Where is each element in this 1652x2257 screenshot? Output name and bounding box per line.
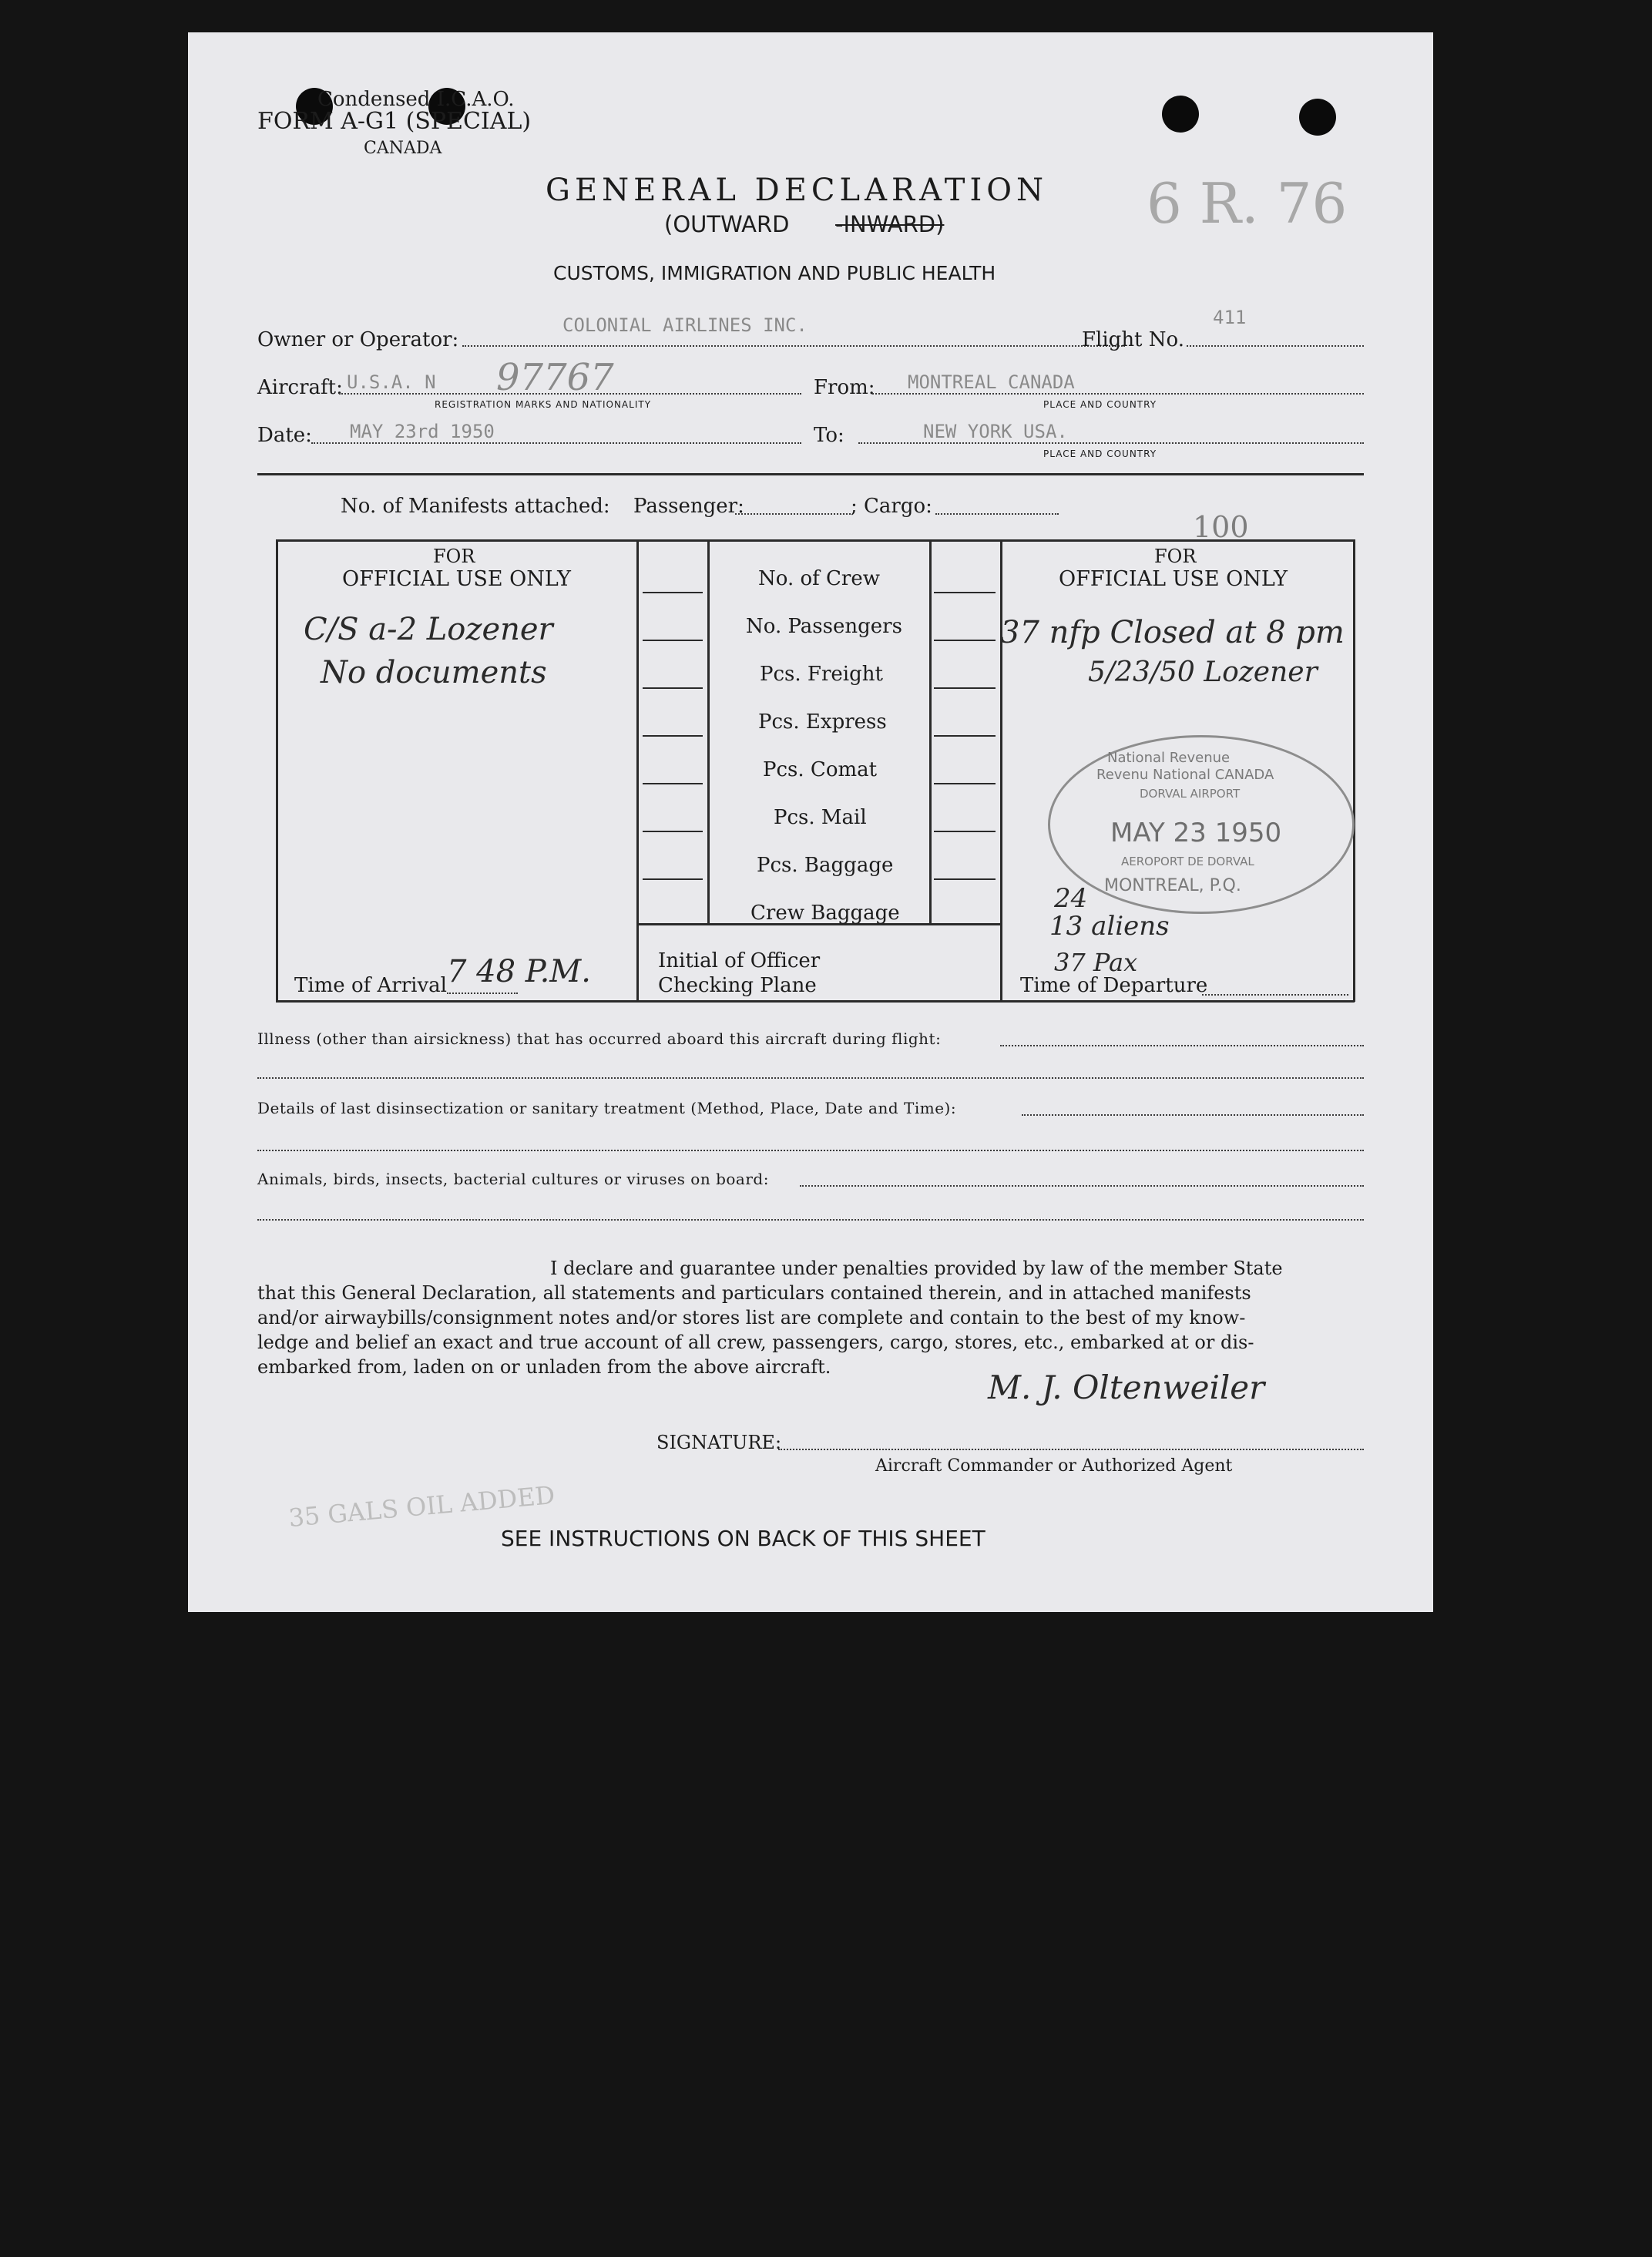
to-label: To: [814, 424, 844, 447]
initial-officer-label-2: Checking Plane [658, 974, 817, 997]
stamp-line-1: National Revenue [1107, 750, 1231, 766]
row-dash [643, 592, 703, 593]
page-title: GENERAL DECLARATION [546, 173, 1049, 208]
punch-hole [1299, 99, 1336, 136]
left-official-note-2: No documents [321, 655, 547, 690]
right-official-heading-1: FOR [1154, 546, 1197, 567]
subheading: CUSTOMS, IMMIGRATION AND PUBLIC HEALTH [553, 262, 996, 284]
row-label-crew-baggage: Crew Baggage [750, 902, 900, 925]
table-divider-inner [929, 539, 932, 925]
row-dash [643, 783, 703, 784]
disinsectization-label: Details of last disinsectization or sanitary treatment (Method, Place, Date and Time): [257, 1099, 957, 1117]
row-dash [643, 878, 703, 880]
aircraft-value: U.S.A. N [347, 371, 436, 393]
time-arrival-line [447, 992, 518, 994]
time-departure-label: Time of Departure [1020, 974, 1208, 997]
table-right-border [1353, 539, 1355, 1002]
table-top-border [276, 539, 1355, 542]
stamp-date: MAY 23 1950 [1110, 818, 1282, 848]
statement-line-5: embarked from, laden on or unladen from the above aircraft. [257, 1356, 831, 1378]
disinsectization-line [1022, 1114, 1364, 1116]
initial-officer-label-1: Initial of Officer [658, 949, 821, 972]
right-official-note-5: 37 Pax [1054, 948, 1138, 977]
instructions-footer: SEE INSTRUCTIONS ON BACK OF THIS SHEET [501, 1526, 985, 1551]
date-line [311, 442, 801, 444]
statement-line-2: that this General Declaration, all statements and particulars contained therein, and in attached manifests [257, 1282, 1251, 1304]
table-divider-left [636, 539, 639, 1002]
aircraft-label: Aircraft: [257, 376, 343, 399]
right-official-note-2: 5/23/50 Lozener [1088, 657, 1318, 688]
flight-label: Flight No. [1082, 328, 1184, 351]
time-arrival-label: Time of Arrival [294, 974, 447, 997]
from-label: From: [814, 376, 875, 399]
row-dash [934, 735, 996, 737]
file-number: 6 R. 76 [1147, 171, 1348, 236]
cargo-line [935, 513, 1059, 515]
passenger-line [735, 513, 851, 515]
row-label-crew: No. of Crew [758, 567, 880, 590]
row-label-express: Pcs. Express [758, 710, 887, 734]
row-label-baggage: Pcs. Baggage [757, 854, 894, 877]
statement-line-1: I declare and guarantee under penalties provided by law of the member State [550, 1258, 1283, 1279]
date-label: Date: [257, 424, 312, 447]
passenger-label: Passenger: [633, 495, 744, 518]
from-caption: PLACE AND COUNTRY [1043, 399, 1157, 410]
flight-line [1187, 345, 1364, 347]
to-caption: PLACE AND COUNTRY [1043, 448, 1157, 459]
owner-label: Owner or Operator: [257, 328, 459, 351]
to-value: NEW YORK USA. [923, 421, 1068, 442]
left-official-heading-1: FOR [433, 546, 475, 567]
signature-caption: Aircraft Commander or Authorized Agent [875, 1456, 1233, 1476]
faint-note: 35 GALS OIL ADDED [287, 1479, 556, 1533]
animals-line-2 [257, 1219, 1364, 1221]
signature-label: SIGNATURE: [656, 1432, 782, 1453]
cargo-handwritten: 100 [1193, 510, 1249, 544]
form-line-2: FORM A-G1 (SPECIAL) [257, 108, 532, 135]
owner-line [462, 345, 1125, 347]
customs-stamp [1048, 735, 1355, 914]
table-divider-inner [707, 539, 710, 925]
stamp-line-3: DORVAL AIRPORT [1140, 787, 1241, 801]
row-label-comat: Pcs. Comat [763, 758, 878, 781]
row-dash [643, 831, 703, 832]
subtitle-inward: -INWARD) [835, 211, 945, 237]
cargo-label: ; Cargo: [851, 495, 932, 518]
statement-line-4: ledge and belief an exact and true account of all crew, passengers, cargo, stores, etc., embarked at or dis- [257, 1332, 1254, 1353]
punch-hole [1162, 96, 1199, 133]
to-line [858, 442, 1364, 444]
row-dash [934, 687, 996, 689]
row-label-mail: Pcs. Mail [774, 806, 867, 829]
aircraft-handwritten: 97767 [496, 356, 614, 399]
header-divider [257, 473, 1364, 475]
signature-handwritten: M. J. Oltenweiler [988, 1369, 1265, 1406]
row-dash [934, 640, 996, 641]
animals-label: Animals, birds, insects, bacterial cultures or viruses on board: [257, 1170, 769, 1188]
statement-line-3: and/or airwaybills/consignment notes and/or stores list are complete and contain to the best of my know- [257, 1307, 1246, 1328]
stamp-line-2: Revenu National CANADA [1096, 767, 1274, 783]
right-official-note-1: 37 nfp Closed at 8 pm [1000, 615, 1345, 650]
row-dash [643, 735, 703, 737]
signature-line [778, 1449, 1364, 1450]
row-dash [934, 831, 996, 832]
row-dash [934, 878, 996, 880]
aircraft-caption: REGISTRATION MARKS AND NATIONALITY [435, 399, 652, 410]
row-label-freight: Pcs. Freight [760, 663, 883, 686]
right-official-note-4: 13 aliens [1049, 911, 1170, 942]
row-dash [643, 687, 703, 689]
table-left-border [276, 539, 278, 1002]
table-bottom-border [276, 1000, 1355, 1003]
owner-value: COLONIAL AIRLINES INC. [562, 314, 808, 336]
row-dash [934, 592, 996, 593]
form-line-1: Condensed I.C.A.O. [317, 88, 515, 111]
left-official-note-1: C/S a-2 Lozener [304, 612, 553, 647]
right-official-heading-2: OFFICIAL USE ONLY [1059, 567, 1288, 591]
left-official-heading-2: OFFICIAL USE ONLY [342, 567, 571, 591]
illness-line-2 [257, 1077, 1364, 1079]
stamp-line-5: MONTREAL, P.Q. [1104, 876, 1241, 895]
flight-value: 411 [1213, 307, 1247, 328]
row-label-passengers: No. Passengers [746, 615, 902, 638]
illness-line [1000, 1045, 1364, 1046]
animals-line [800, 1185, 1364, 1187]
subtitle-outward: (OUTWARD [664, 211, 790, 237]
stamp-line-4: AEROPORT DE DORVAL [1121, 855, 1254, 868]
right-official-note-3: 24 [1054, 883, 1088, 914]
from-value: MONTREAL CANADA [908, 371, 1075, 393]
table-divider-right [1000, 539, 1002, 1002]
date-value: MAY 23rd 1950 [350, 421, 495, 442]
time-departure-line [1202, 994, 1348, 996]
manifests-label: No. of Manifests attached: [341, 495, 610, 518]
form-country: CANADA [364, 139, 442, 158]
from-line [872, 393, 1364, 395]
row-dash [643, 640, 703, 641]
time-arrival-value: 7 48 P.M. [447, 954, 591, 989]
row-dash [934, 783, 996, 784]
declaration-sheet [188, 32, 1433, 1612]
disinsectization-line-2 [257, 1150, 1364, 1151]
illness-label: Illness (other than airsickness) that has occurred aboard this aircraft during flight: [257, 1029, 942, 1048]
